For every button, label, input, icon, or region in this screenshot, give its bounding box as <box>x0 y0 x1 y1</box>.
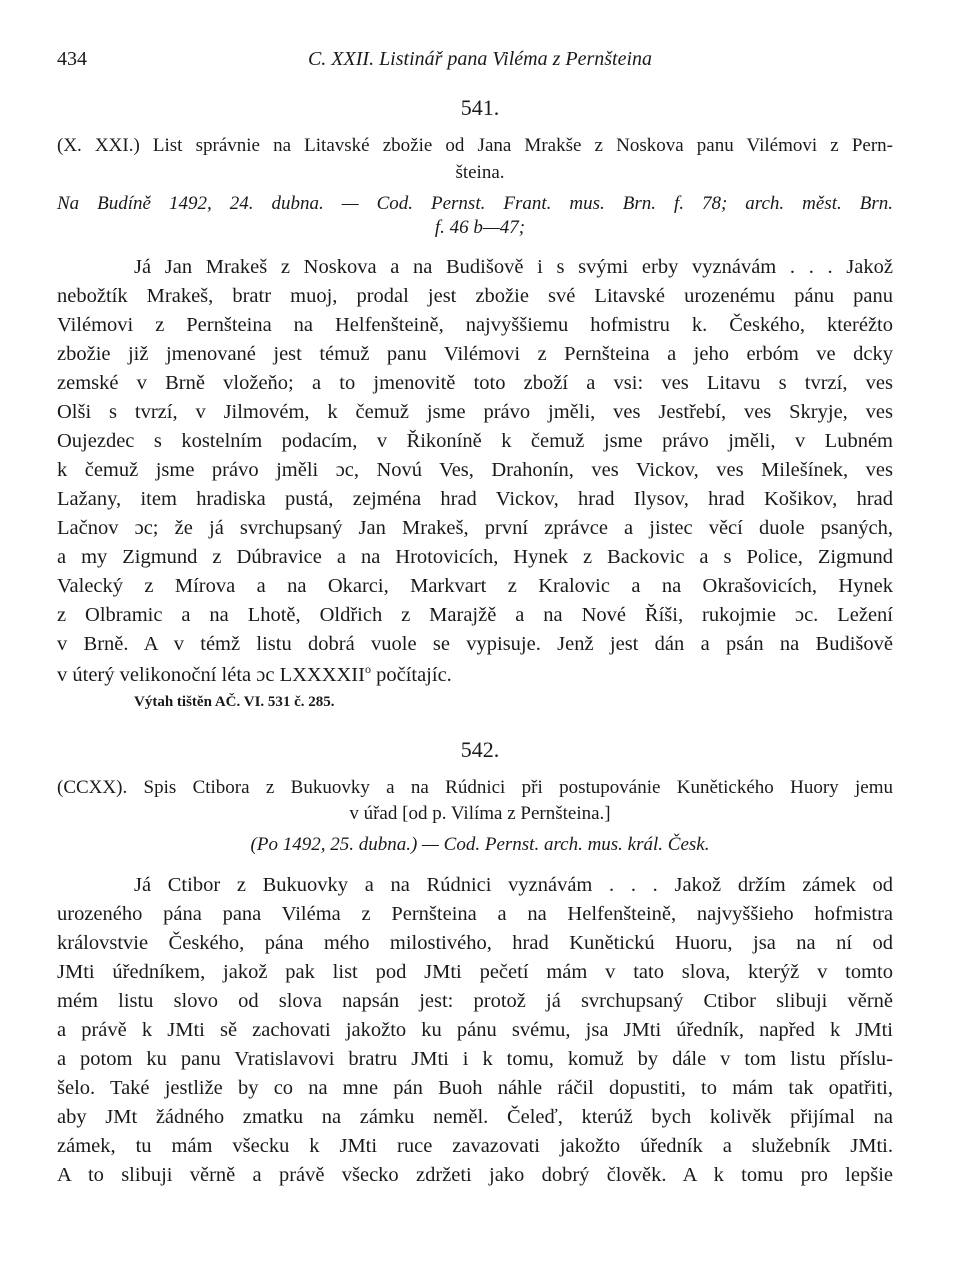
body-line: a potom ku panu Vratislavovi bratru JMti i k tomu, komuž by dále v tom listu příslu- <box>57 1048 893 1070</box>
body-line: a právě k JMti sě zachovati jakožto ku pánu svému, jsa JMti úředník, napřed k JMti <box>57 1019 893 1041</box>
page-number: 434 <box>57 48 87 70</box>
entry-dating: Na Budíně 1492, 24. dubna. — Cod. Pernst. Frant. mus. Brn. f. 78; arch. měst. Brn. <box>57 193 893 214</box>
body-line: Lažany, item hradiska pustá, zejména hrad Vickov, hrad Ilysov, hrad Košikov, hrad <box>57 488 893 510</box>
entry-number: 542. <box>460 737 500 762</box>
body-line: k čemuž jsme právo jměli ɔc, Novú Ves, Drahonín, ves Vickov, ves Milešínek, ves <box>57 459 893 481</box>
body-line: nebožtík Mrakeš, bratr muoj, prodal jest zbožie své Litavské urozenému pánu panu <box>57 285 893 307</box>
body-line: Lačnov ɔc; že já svrchupsaný Jan Mrakeš, první zprávce a jistec věcí duole psaných, <box>57 517 893 539</box>
entry-heading-continued: šteina. <box>455 162 505 183</box>
body-line: zbožie již jmenované jest témuž panu Vilémovi z Pernšteina a jeho erbóm ve dcky <box>57 343 893 365</box>
entry-heading-continued: v úřad [od p. Vilíma z Pernšteina.] <box>349 803 611 824</box>
body-line: v Brně. A v témž listu dobrá vuole se vypisuje. Jenž jest dán a psán na Budišově <box>57 633 893 655</box>
body-line: Valecký z Mírova a na Okarci, Markvart z Kralovic a na Okrašovicích, Hynek <box>57 575 893 597</box>
entry-number: 541. <box>460 95 500 120</box>
body-line: Vilémovi z Pernšteina na Helfenšteině, najvyššiemu hofmistru k. Českého, kteréžto <box>57 314 893 336</box>
body-line: zemské v Brně vložeňo; a to jmenovitě toto zboží a vsi: ves Litavu s tvrzí, ves <box>57 372 893 394</box>
body-line: urozeného pána pana Viléma z Pernšteina a na Helfenšteině, najvyššieho hofmistra <box>57 903 893 925</box>
entry-dating: (Po 1492, 25. dubna.) — Cod. Pernst. arch. mus. král. Česk. <box>250 834 710 855</box>
body-line: JMti úředníkem, jakož pak list pod JMti pečetí mám v tato slova, kterýž v tomto <box>57 961 893 983</box>
body-line: královstvie Českého, pána mého milostivého, hrad Kunětickú Huoru, jsa na ní od <box>57 932 893 954</box>
body-text-end: počítajíc. <box>370 663 452 686</box>
body-line: aby JMt žádného zmatku na zámku neměl. Čeleď, kterúž bych kolivěk přijímal na <box>57 1106 893 1128</box>
body-line: šelo. Také jestliže by co na mne pán Buoh náhle ráčil dopustiti, to mám tak opatřiti, <box>57 1077 893 1099</box>
body-line: z Olbramic a na Lhotě, Oldřich z Marajžě a na Nové Říši, rukojmie ɔc. Ležení <box>57 604 893 626</box>
running-head-title: C. XXII. Listinář pana Viléma z Pernšteina <box>307 48 653 70</box>
body-text: v úterý velikonoční léta ɔc LXXXXII <box>57 663 365 686</box>
entry-heading: (CCXX). Spis Ctibora z Bukuovky a na Rúdnici při postupovánie Kunětického Huory jemu <box>57 777 893 798</box>
body-line: A to slibuji věrně a právě všecko zdržeti jako dobrý člověk. A k tomu pro lepšie <box>57 1164 893 1186</box>
body-line: Já Ctibor z Bukuovky a na Rúdnici vyznávám . . . Jakož držím zámek od <box>134 874 893 896</box>
entry-heading: (X. XXI.) List správnie na Litavské zbožie od Jana Mrakše z Noskova panu Vilémovi z Pern- <box>57 135 893 156</box>
superscript: o <box>364 662 371 676</box>
body-line: zámek, tu mám všecku k JMti ruce zavazovati jakožto úředník a služebník JMti. <box>57 1135 893 1157</box>
body-line: a my Zigmund z Dúbravice a na Hrotovicích, Hynek z Backovic a s Police, Zigmund <box>57 546 893 568</box>
body-line-last <box>57 662 452 687</box>
body-line: Oujezdec s kostelním podacím, v Řikoníně k čemuž jsme právo jměli, v Lubném <box>57 430 893 452</box>
body-line: mém listu slovo od slova napsán jest: protož já svrchupsaný Ctibor slibuji věrně <box>57 990 893 1012</box>
source-note: Výtah tištěn AČ. VI. 531 č. 285. <box>134 694 335 710</box>
entry-dating-continued: f. 46 b—47; <box>434 217 526 238</box>
body-line: Olši s tvrzí, v Jilmovém, k čemuž jsme právo jměli, ves Jestřebí, ves Skryje, ves <box>57 401 893 423</box>
body-line: Já Jan Mrakeš z Noskova a na Budišově i s svými erby vyznávám . . . Jakož <box>134 256 893 278</box>
